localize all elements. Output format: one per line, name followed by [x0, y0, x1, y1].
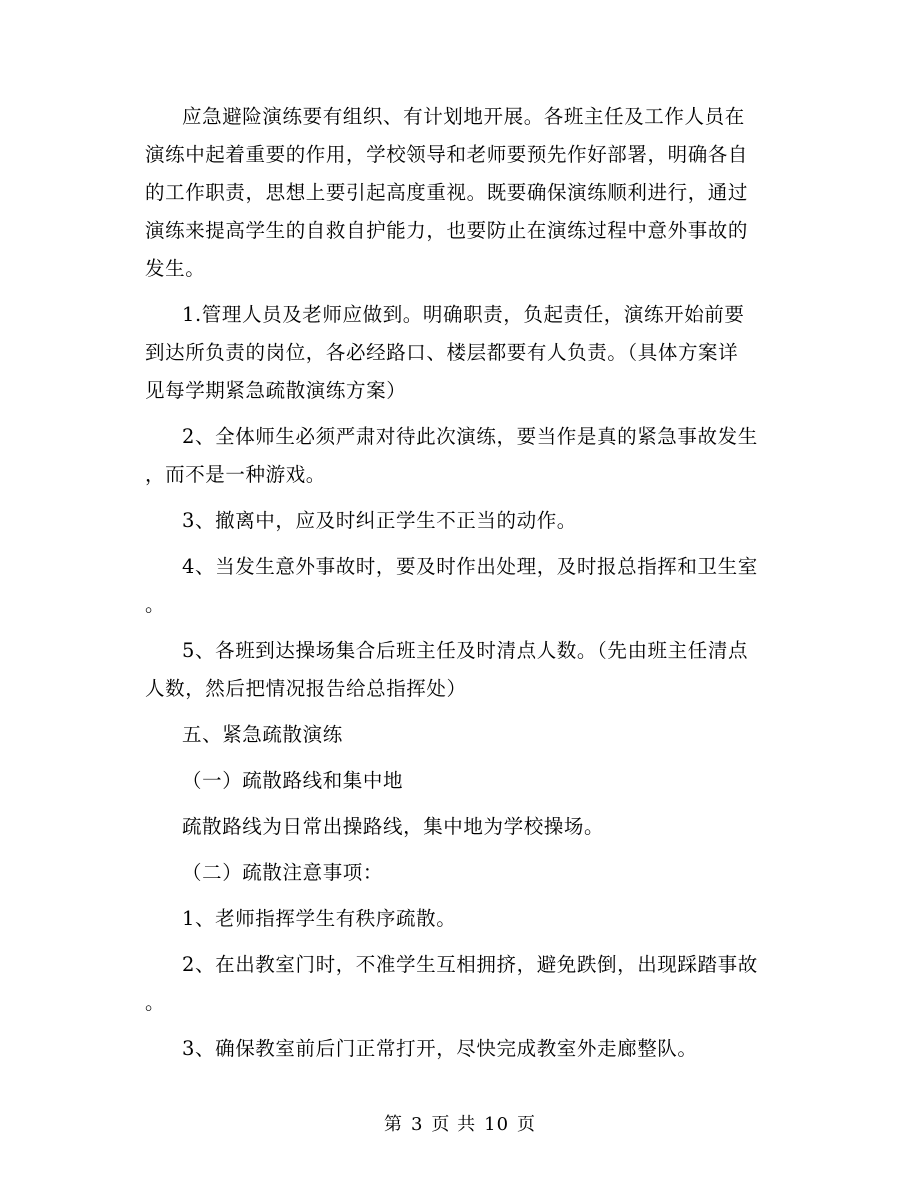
- text-line: ，而不是一种游戏。: [145, 463, 326, 486]
- text-line: 演练来提高学生的自救自护能力，也要防止在演练过程中意外事故的: [145, 219, 749, 242]
- paragraph-route: [145, 808, 785, 846]
- text-line: 。: [145, 991, 166, 1014]
- footer-prefix: 第: [383, 1114, 403, 1135]
- text-line: 疏散路线为日常出操路线，集中地为学校操场。: [182, 815, 605, 838]
- heading-line: （一）疏散路线和集中地: [182, 769, 404, 792]
- footer-middle: 页 共: [431, 1114, 477, 1135]
- paragraph-note-1: [145, 900, 785, 938]
- text-line: 。: [145, 593, 166, 616]
- text-line: 到达所负责的岗位，各必经路口、楼层都要有人负责。（具体方案详: [145, 341, 739, 364]
- subsection-heading-1: [145, 762, 785, 800]
- text-line: 2、全体师生必须严肃对待此次演练，要当作是真的紧急事故发生: [182, 425, 758, 448]
- text-line: 演练中起着重要的作用，学校领导和老师要预先作好部署，明确各自: [145, 143, 749, 166]
- paragraph-note-3: [145, 1030, 785, 1068]
- footer-total-pages: 10: [484, 1114, 510, 1135]
- footer-current-page: 3: [410, 1114, 424, 1135]
- text-line: 4、当发生意外事故时，要及时作出处理，及时报总指挥和卫生室: [182, 555, 758, 578]
- text-line: 人数，然后把情况报告给总指挥处）: [145, 677, 467, 700]
- text-line: 发生。: [145, 257, 206, 280]
- text-line: 3、确保教室前后门正常打开，尽快完成教室外走廊整队。: [182, 1037, 698, 1060]
- text-line: 1、老师指挥学生有秩序疏散。: [182, 907, 457, 930]
- paragraph-item-3: [145, 502, 785, 540]
- paragraph-intro: [145, 98, 785, 288]
- page-footer: [0, 1110, 920, 1136]
- footer-suffix: 页: [517, 1114, 537, 1135]
- section-heading-5: [145, 716, 785, 754]
- heading-line: 五、紧急疏散演练: [182, 723, 343, 746]
- text-line: 1.管理人员及老师应做到。明确职责，负起责任，演练开始前要: [182, 303, 745, 326]
- text-line: 5、各班到达操场集合后班主任及时清点人数。（先由班主任清点: [182, 639, 749, 662]
- paragraph-item-5: [145, 632, 785, 708]
- paragraph-note-2: [145, 946, 785, 1022]
- paragraph-item-4: [145, 548, 785, 624]
- text-line: 见每学期紧急疏散演练方案）: [145, 379, 407, 402]
- text-line: 2、在出教室门时，不准学生互相拥挤，避免跌倒，出现踩踏事故: [182, 953, 758, 976]
- subsection-heading-2: [145, 854, 785, 892]
- document-body: [145, 98, 785, 1068]
- heading-line: （二）疏散注意事项：: [182, 861, 384, 884]
- text-line: 3、撤离中，应及时纠正学生不正当的动作。: [182, 509, 577, 532]
- text-line: 的工作职责，思想上要引起高度重视。既要确保演练顺利进行，通过: [145, 181, 749, 204]
- paragraph-item-2: [145, 418, 785, 494]
- paragraph-item-1: [145, 296, 785, 410]
- text-line: 应急避险演练要有组织、有计划地开展。各班主任及工作人员在: [182, 105, 745, 128]
